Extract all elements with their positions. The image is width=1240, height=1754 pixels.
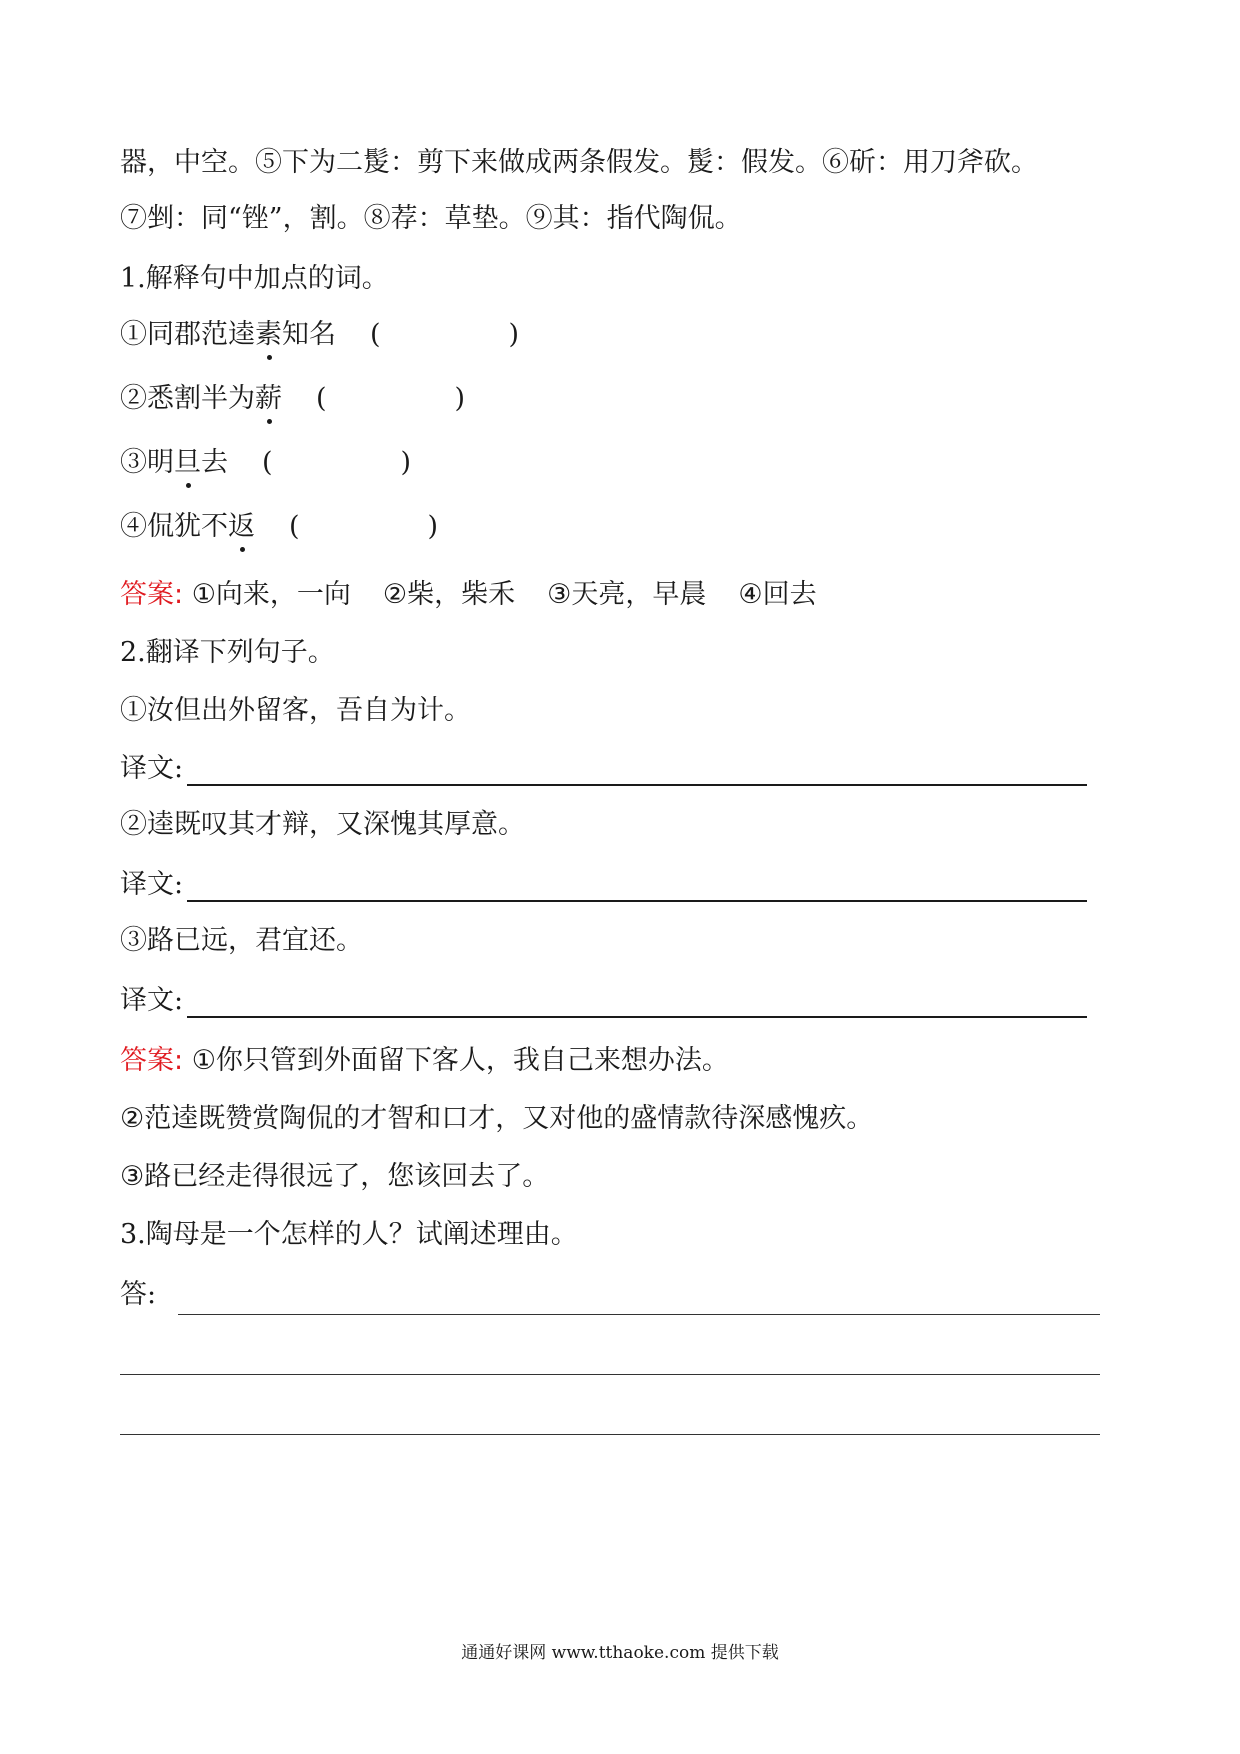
- q2-answer-label: 答案:: [120, 1045, 184, 1076]
- q2-translation-label-3: 译文:: [120, 985, 184, 1016]
- q1-item-3-pre: ③明: [120, 447, 174, 478]
- q1-answer-part-1: ①向来，一向: [191, 579, 351, 610]
- q2-sentence-3: ③路已远，君宜还。: [120, 925, 363, 956]
- q3-answer-line-1[interactable]: [178, 1314, 1100, 1315]
- q2-translation-field-2[interactable]: [187, 870, 1087, 902]
- q1-item-4: [120, 510, 438, 544]
- q1-item-4-blank[interactable]: ( ): [289, 511, 439, 542]
- q2-translation-field-1[interactable]: [187, 754, 1087, 786]
- q1-item-1: [120, 318, 519, 352]
- q1-item-3-dotted-word: 旦: [174, 447, 201, 478]
- q1-answer-label: 答案:: [120, 579, 184, 610]
- q2-answer-2: ②范逵既赞赏陶侃的才智和口才，又对他的盛情款待深感愧疚。: [120, 1103, 874, 1134]
- q2-translation-label-1: 译文:: [120, 753, 184, 784]
- q1-item-3-blank[interactable]: ( ): [262, 447, 412, 478]
- q2-answer-1: [120, 1044, 729, 1078]
- q1-item-3: [120, 446, 411, 480]
- page-footer: 通通好课网 www.tthaoke.com 提供下载: [461, 1643, 779, 1663]
- note-line-2: ⑦剉：同“锉”，割。⑧荐：草垫。⑨其：指代陶侃。: [120, 203, 742, 234]
- q3-answer-label: 答:: [120, 1279, 157, 1310]
- q2-translation-field-3[interactable]: [187, 986, 1087, 1018]
- q1-item-4-pre: ④侃犹不: [120, 511, 228, 542]
- q2-sentence-2: ②逵既叹其才辩，又深愧其厚意。: [120, 809, 525, 840]
- q1-item-2-dotted-word: 薪: [255, 383, 282, 414]
- q1-answer-part-3: ③天亮，早晨: [547, 579, 707, 610]
- q2-translation-row-1: [120, 752, 1087, 786]
- q1-item-2-blank[interactable]: ( ): [316, 383, 466, 414]
- q1-item-2: [120, 382, 465, 416]
- question-1-title: 1.解释句中加点的词。: [120, 263, 389, 294]
- q1-answer-part-2: ②柴，柴禾: [382, 579, 516, 610]
- q1-item-1-blank[interactable]: ( ): [370, 319, 520, 350]
- q2-sentence-1: ①汝但出外留客，吾自为计。: [120, 695, 471, 726]
- note-line-1: 器，中空。⑤下为二髲：剪下来做成两条假发。髲：假发。⑥斫：用刀斧砍。: [120, 147, 1038, 178]
- q2-translation-label-2: 译文:: [120, 869, 184, 900]
- q1-answer: [120, 578, 817, 612]
- q2-answer-text-1: ①你只管到外面留下客人，我自己来想办法。: [191, 1045, 729, 1076]
- q1-item-1-pre: ①同郡范逵: [120, 319, 255, 350]
- q2-translation-row-2: [120, 868, 1087, 902]
- question-3-title: 3.陶母是一个怎样的人？试阐述理由。: [120, 1219, 578, 1250]
- q2-answer-3: ③路已经走得很远了，您该回去了。: [120, 1161, 550, 1192]
- q1-item-3-post: 去: [201, 447, 228, 478]
- q1-item-1-post: 知名: [282, 319, 336, 350]
- q1-item-2-pre: ②悉割半为: [120, 383, 255, 414]
- question-2-title: 2.翻译下列句子。: [120, 637, 335, 668]
- q1-answer-part-4: ④回去: [738, 579, 817, 610]
- q1-item-4-dotted-word: 返: [228, 511, 255, 542]
- q1-item-1-dotted-word: 素: [255, 319, 282, 350]
- q3-answer-line-2[interactable]: [120, 1374, 1100, 1375]
- q2-translation-row-3: [120, 984, 1087, 1018]
- q3-answer-line-3[interactable]: [120, 1434, 1100, 1435]
